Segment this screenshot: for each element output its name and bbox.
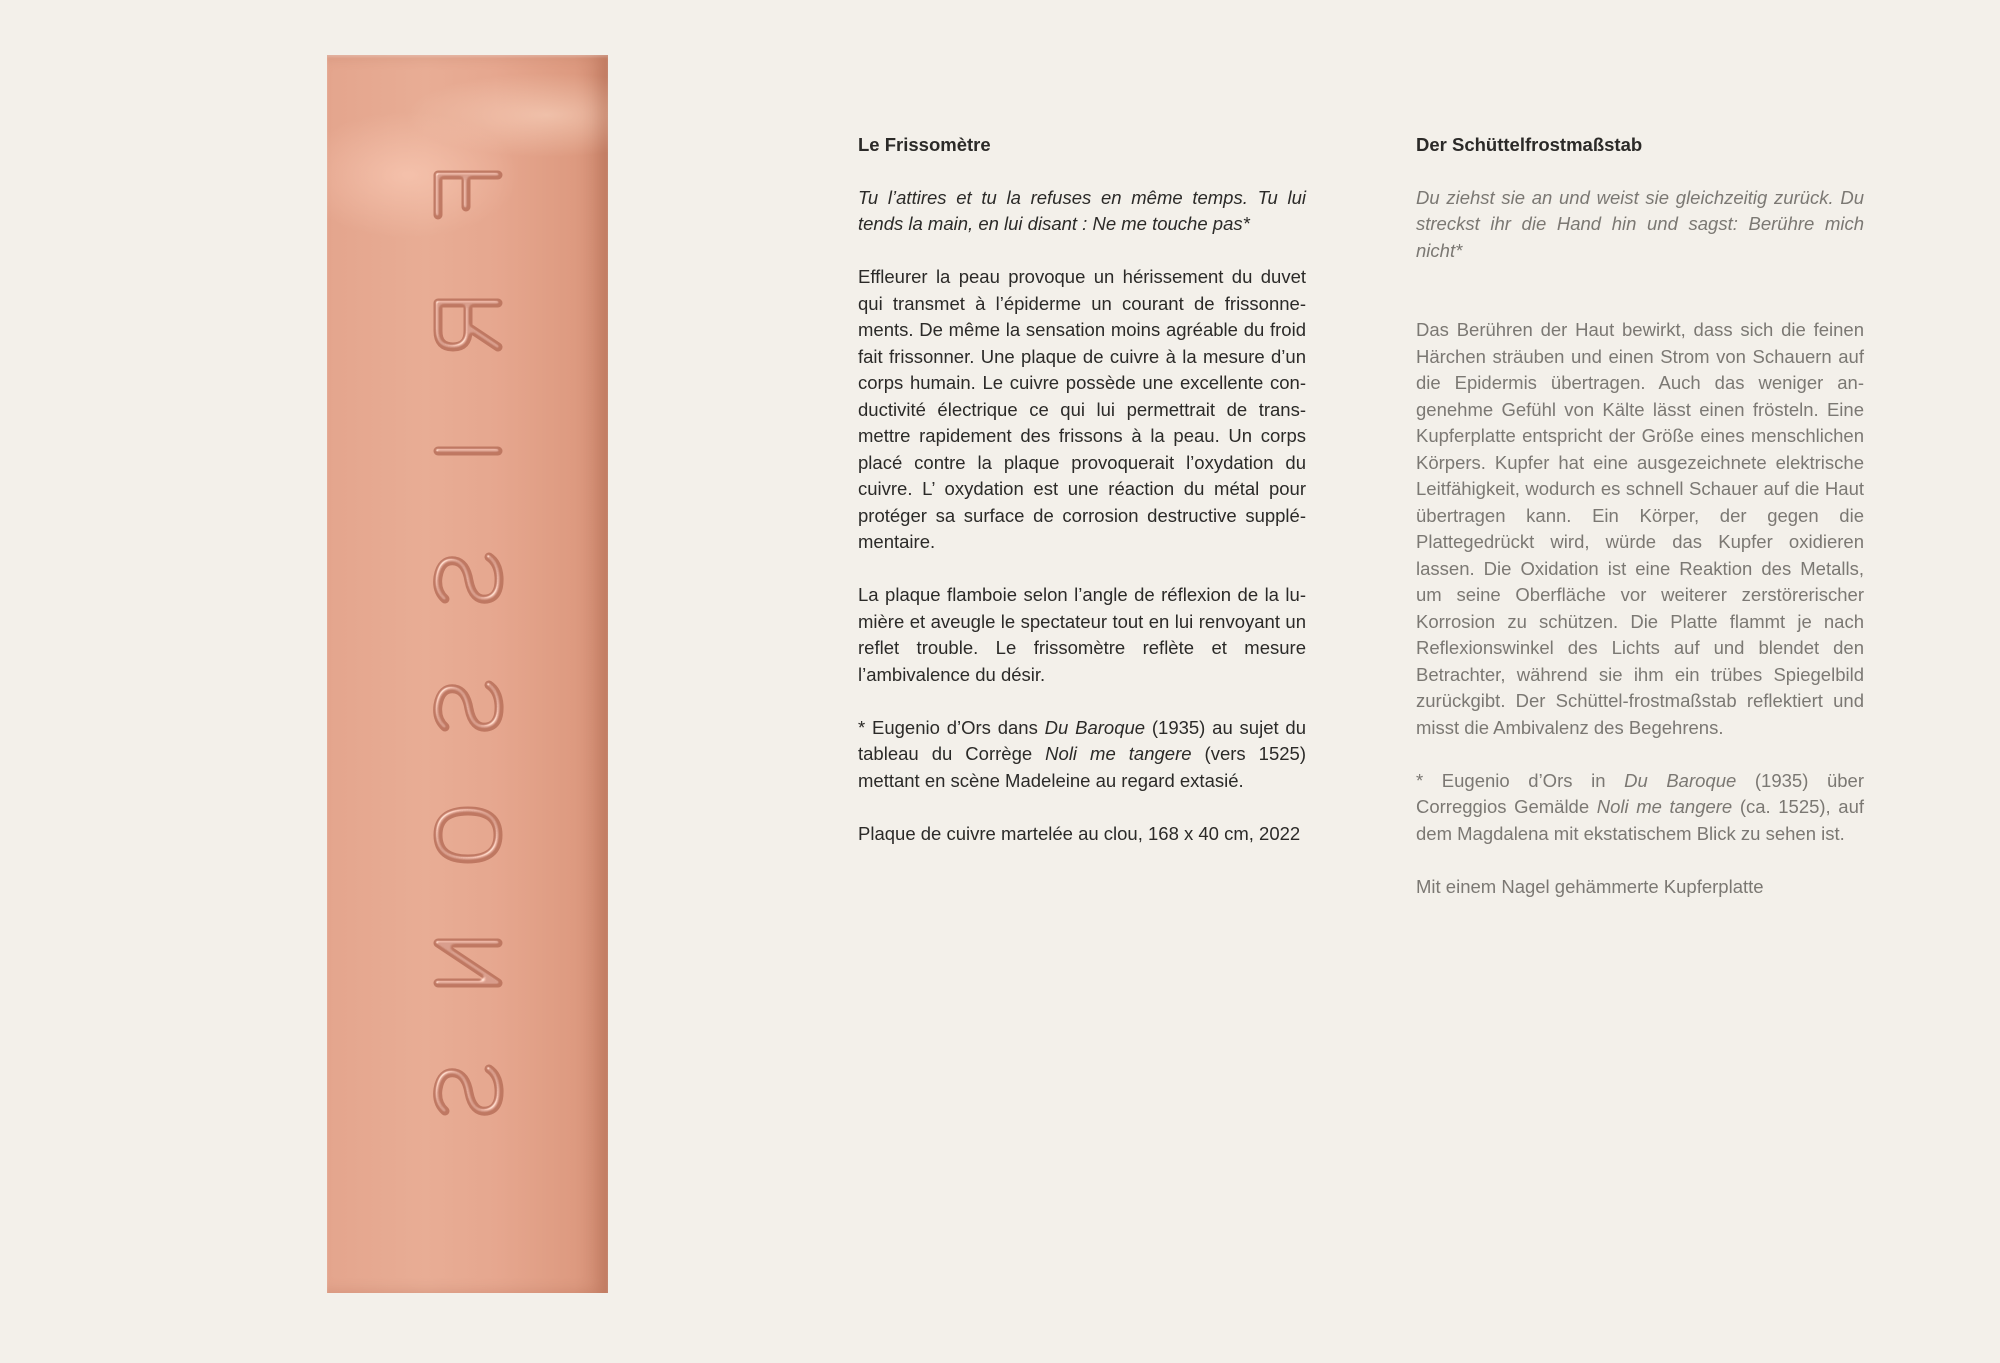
german-paragraph-1: Das Berühren der Haut bewirkt, dass sich die feinen Härchen sträuben und einen Strom von Schauern auf die Epidermis übertragen. Auch das weniger an- genehme Gefühl von Kälte lässt einen frösteln. Eine Kupferplatte entspricht der Größe eines menschlichen Körpers. Kupfer hat eine ausgezeichnete elektrische Leitfähigkeit, wodurch es schnell Schauer auf die Haut übertragen kann. Ein Körper, der gegen die Plattegedrückt wird, würde das Kupfer oxidieren lassen. Die Oxidation ist eine Reaktion des Metalls, um seine Oberfläche vor weiterer zerstörerischer Korrosion zu schützen. Die Platte flammt je nach Reflexionswinkel des Lichts auf und blendet den Betrachter, während sie ihm ein trübes Spiegelbild zurückgibt. Der Schüttel-frostmaßstab reflektiert und misst die Ambivalenz des Begehrens. — [1416, 319, 1864, 738]
german-footnote-book: Du Baroque — [1624, 769, 1737, 791]
german-footnote — [1416, 768, 1864, 848]
german-footnote-suffix: (ca. 1525), auf dem Magdalena mit ekstatischem Blick zu sehen ist. — [1416, 796, 1865, 844]
engraved-letter-s — [438, 1069, 499, 1111]
german-footnote-middle: (1935) über Correggios Gemälde — [1416, 769, 1864, 817]
french-footnote-suffix: (vers 1525) mettant en scène Madeleine au regard extasié. — [858, 743, 1306, 791]
engraved-letter-n — [438, 943, 498, 983]
engraved-letter-o — [438, 811, 498, 859]
french-quote: Tu l’attires et tu la refuses en même temps. Tu lui tends la main, en lui disant : Ne me touche pas* — [858, 186, 1306, 234]
french-footnote — [858, 715, 1306, 795]
german-footnote-prefix: * Eugenio d’Ors in — [1416, 769, 1625, 791]
german-title: Der Schüttelfrostmaßstab — [1416, 134, 1643, 155]
french-paragraph-1: Effleurer la peau provoque un hérissement du duvet qui transmet à l’épiderme un courant de frissonne- ments. De même la sensation moins agréable du froid fait frissonner. Une plaque de cuivre à la mesure d’un corps humain. Le cuivre possède une excellente con- ductivité électrique ce qui lui permettrait de trans- mettre rapidement des frissons à la peau. Un corps placé contre la plaque provoquerait l’oxydation du cuivre. L’ oxydation est une réaction du métal pour protéger sa surface de corrosion destructive supplé- mentaire. — [858, 266, 1306, 552]
engraved-letters-mirrored — [327, 55, 608, 1293]
engraved-letter-s — [438, 557, 499, 599]
copper-plate-artwork — [327, 55, 608, 1293]
french-paragraph-2: La plaque flamboie selon l’angle de réflexion de la lu- mière et aveugle le spectateur tout en lui renvoyant un reflet trouble. Le frissomètre reflète et mesure l’ambivalence du désir. — [858, 584, 1306, 685]
engraved-letter-r — [438, 303, 498, 347]
french-column — [858, 132, 1306, 847]
french-caption: Plaque de cuivre martelée au clou, 168 x 40 cm, 2022 — [858, 822, 1301, 844]
engraved-letter-s — [438, 685, 499, 727]
french-title: Le Frissomètre — [858, 134, 991, 155]
german-footnote-painting: Noli me tangere — [1596, 796, 1733, 817]
german-caption: Mit einem Nagel gehämmerte Kupferplatte — [1416, 875, 1764, 897]
german-quote: Du ziehst sie an und weist sie gleichzeitig zurück. Du streckst ihr die Hand hin und sagst: Berühre mich nicht* — [1416, 186, 1864, 261]
french-footnote-prefix: * Eugenio d’Ors dans — [858, 716, 1045, 738]
french-footnote-painting: Noli me tangere — [1045, 743, 1192, 764]
engraved-letter-f — [438, 175, 498, 215]
french-footnote-book: Du Baroque — [1044, 716, 1146, 738]
german-column — [1416, 132, 1864, 900]
french-footnote-middle: (1935) au sujet du tableau du Corrège — [858, 716, 1307, 764]
